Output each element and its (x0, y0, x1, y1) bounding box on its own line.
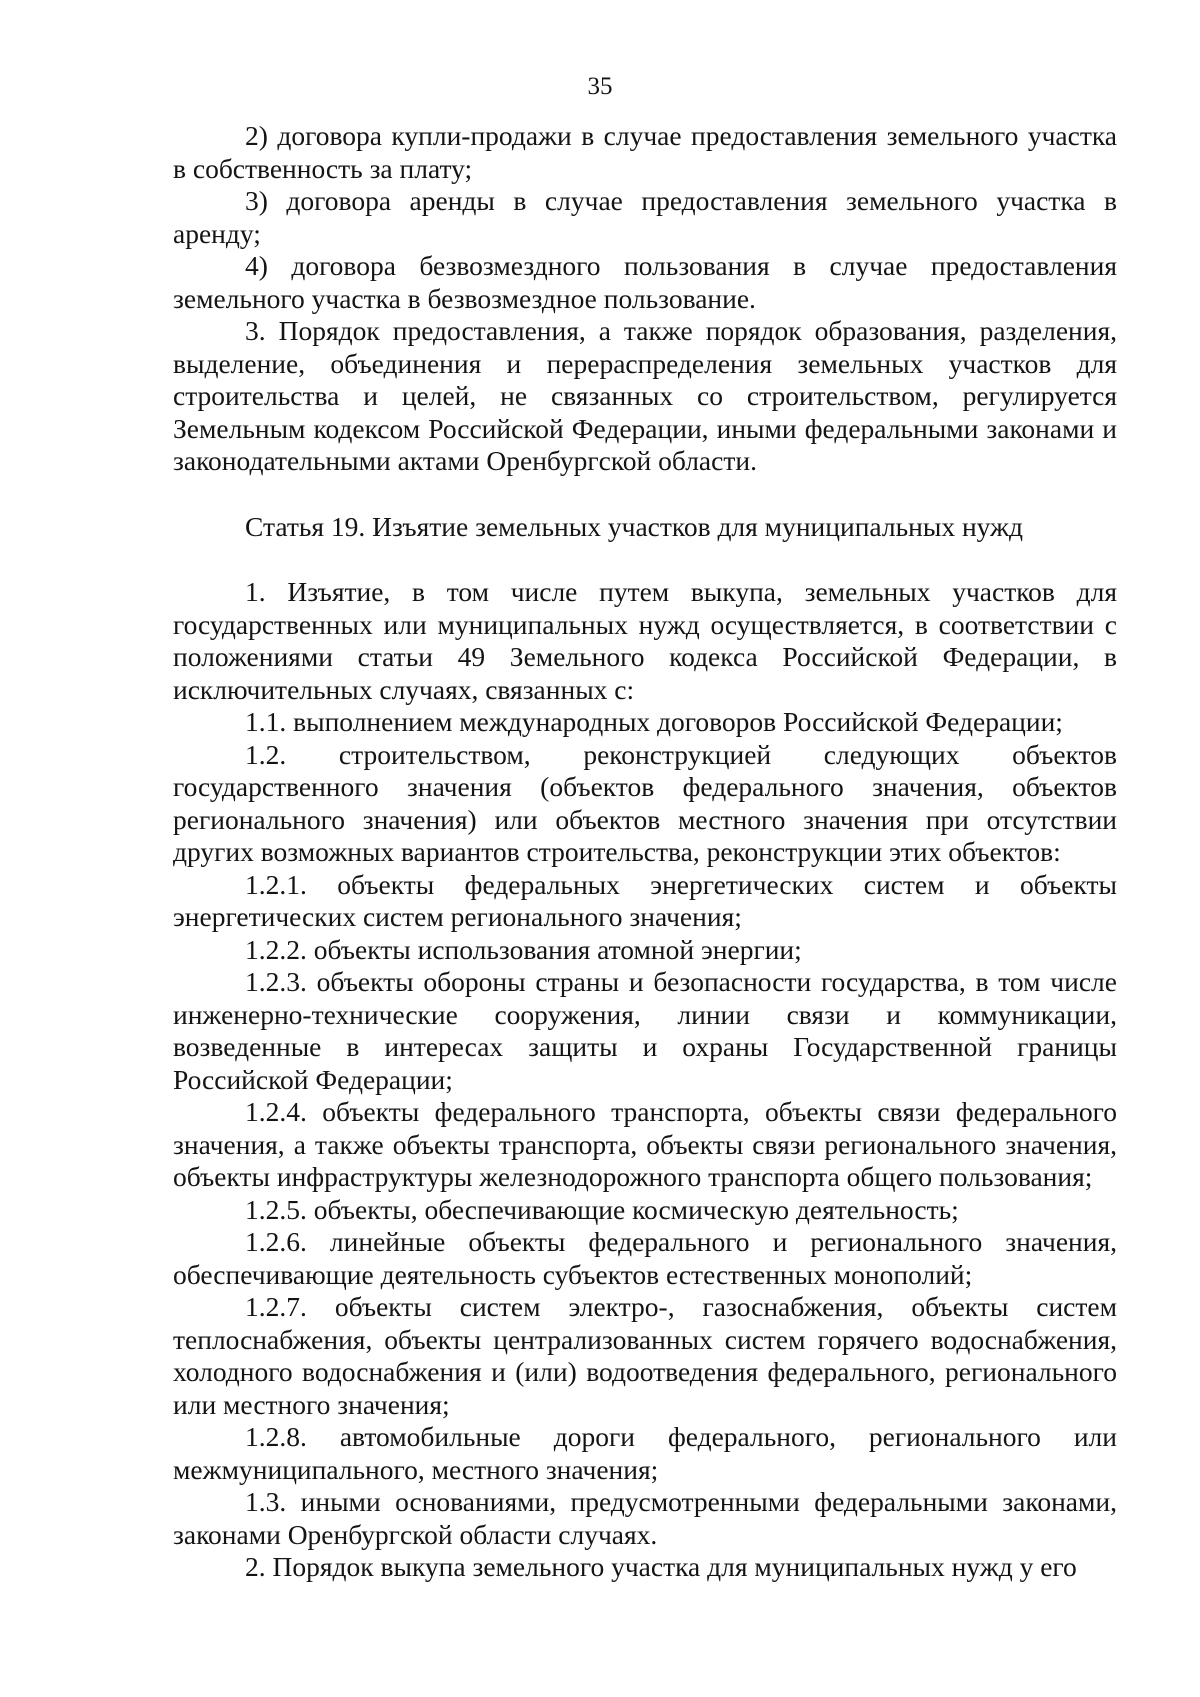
paragraph-article-1: 1. Изъятие, в том числе путем выкупа, земельных участков для государственных или муниципальных нужд осуществляется, в соответствии с положениями статьи 49 Земельного кодекса Российской Федерации, в исключительных случаях, связанных с: (173, 576, 1117, 705)
paragraph-section-3: 3. Порядок предоставления, а также порядок образования, разделения, выделение, объединения и перераспределения земельных участков для строительства и целей, не связанных со строительством, регулируется Земельным кодексом Российской Федерации, иными федеральными законами и законодательными актами Оренбургской области. (173, 315, 1117, 476)
paragraph-1-1: 1.1. выполнением международных договоров Российской Федерации; (245, 706, 1063, 737)
paragraph-1-2-1: 1.2.1. объекты федеральных энергетических систем и объекты энергетических систем регионального значения; (173, 868, 1117, 932)
paragraph-article-2: 2. Порядок выкупа земельного участка для муниципальных нужд у его (245, 1551, 1077, 1582)
document-body (173, 120, 1117, 1584)
paragraph-1-2: 1.2. строительством, реконструкцией следующих объектов государственного значения (объектов федерального значения, объектов регионального значения) или объектов местного значения при отсутствии других возможных вариантов строительства, реконструкции этих объектов: (173, 738, 1117, 867)
article-heading: Статья 19. Изъятие земельных участков для муниципальных нужд (245, 510, 1024, 542)
paragraph-item-2: 2) договора купли-продажи в случае предоставления земельного участка в собственность за плату; (173, 120, 1117, 184)
paragraph-item-3: 3) договора аренды в случае предоставления земельного участка в аренду; (173, 185, 1117, 249)
paragraph-1-2-6: 1.2.6. линейные объекты федерального и регионального значения, обеспечивающие деятельность субъектов естественных монополий; (173, 1226, 1117, 1290)
paragraph-1-2-8: 1.2.8. автомобильные дороги федерального, регионального или межмуниципального, местного значения; (173, 1421, 1117, 1485)
page-number: 35 (587, 73, 613, 100)
paragraph-1-2-7: 1.2.7. объекты систем электро-, газоснабжения, объекты систем теплоснабжения, объекты централизованных систем горячего водоснабжения, холодного водоснабжения и (или) водоотведения федерального, регионального или местного значения; (173, 1291, 1117, 1420)
paragraph-1-2-2: 1.2.2. объекты использования атомной энергии; (245, 933, 802, 965)
paragraph-1-2-5: 1.2.5. объекты, обеспечивающие космическую деятельность; (245, 1193, 959, 1225)
paragraph-1-3: 1.3. иными основаниями, предусмотренными федеральными законами, законами Оренбургской области случаях. (173, 1486, 1117, 1550)
paragraph-1-2-3: 1.2.3. объекты обороны страны и безопасности государства, в том числе инженерно-технические сооружения, линии связи и коммуникации, возведенные в интересах защиты и охраны Государственной границы Российской Федерации; (173, 966, 1117, 1095)
paragraph-1-2-4: 1.2.4. объекты федерального транспорта, объекты связи федерального значения, а также объекты транспорта, объекты связи регионального значения, объекты инфраструктуры железнодорожного транспорта общего пользования; (173, 1096, 1117, 1192)
paragraph-item-4: 4) договора безвозмездного пользования в случае предоставления земельного участка в безвозмездное пользование. (173, 250, 1117, 314)
